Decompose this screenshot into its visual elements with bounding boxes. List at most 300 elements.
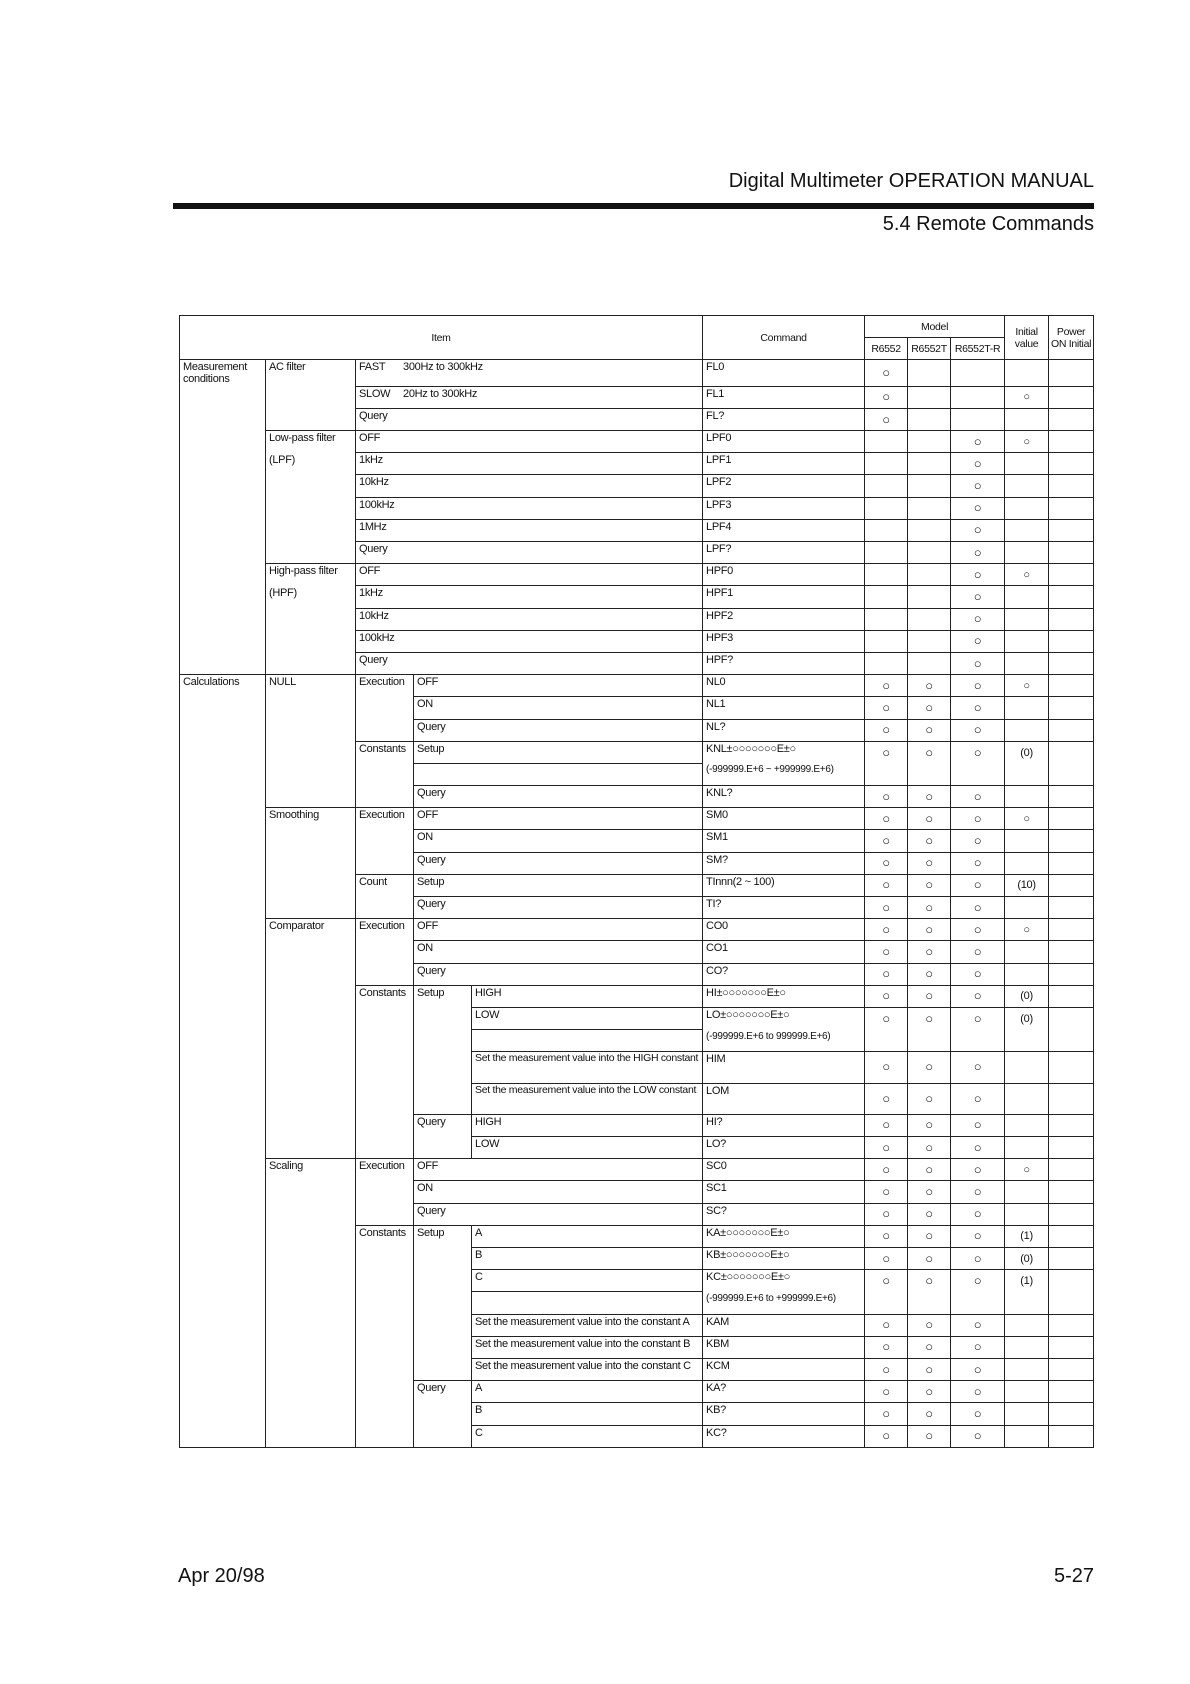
command-cell: LO? [703,1137,865,1159]
item-cell: Set the measurement value into the constant B [472,1336,703,1358]
item-cell: OFF [414,1159,703,1181]
item-cell: A [472,1225,703,1247]
model-r6552t-mark: ○ [908,697,951,719]
item-cell: OFF [356,564,703,586]
table-row [180,386,1094,408]
command-cell: HIM [703,1052,865,1083]
item-mode: SLOW [359,387,391,400]
item-cell: 10kHz [356,475,703,497]
item-cell: Setup [414,741,703,763]
initial-value-cell [1005,519,1049,541]
item-subgroup-cell [414,1030,472,1052]
model-r6552-mark: ○ [865,897,908,919]
model-r6552t-r-mark: ○ [951,1425,1005,1448]
initial-value-cell [1005,652,1049,674]
item-cell: OFF [414,808,703,830]
item-group-cell [356,697,414,719]
model-r6552t-r-mark [951,360,1005,387]
item-cell: ON [414,1181,703,1203]
power-on-initial-cell [1049,453,1094,475]
initial-value-cell [1005,1083,1049,1114]
item-cell: C [472,1270,703,1292]
item-group-cell: Execution [356,919,414,941]
model-r6552t-mark: ○ [908,941,951,963]
model-r6552t-r-mark [951,763,1005,785]
initial-value-cell [1005,763,1049,785]
model-r6552t-r-mark: ○ [951,1225,1005,1247]
subcategory-cell: Comparator [266,919,356,941]
model-r6552-mark: ○ [865,808,908,830]
item-cell: Query [414,897,703,919]
table-row [180,630,1094,652]
model-r6552-mark: ○ [865,675,908,697]
command-cell: HPF3 [703,630,865,652]
category-cell [180,1137,266,1159]
model-r6552-mark [865,475,908,497]
power-on-initial-cell [1049,786,1094,808]
table-row [180,919,1094,941]
model-r6552t-r-mark [951,1292,1005,1314]
item-group-cell: Execution [356,675,414,697]
model-r6552-mark: ○ [865,360,908,387]
model-r6552t-r-mark: ○ [951,1159,1005,1181]
power-on-initial-cell [1049,408,1094,430]
model-r6552t-mark [908,564,951,586]
table-row [180,1381,1094,1403]
item-cell: A [472,1381,703,1403]
item-group-cell [356,1114,414,1136]
command-cell: (-999999.E+6 to +999999.E+6) [703,1292,865,1314]
command-cell: CO? [703,963,865,985]
initial-value-cell: ○ [1005,1159,1049,1181]
power-on-initial-cell [1049,808,1094,830]
item-cell: ON [414,697,703,719]
command-cell: LOM [703,1083,865,1114]
model-r6552t-r-mark: ○ [951,786,1005,808]
subcategory-cell [266,1381,356,1403]
model-r6552t-r-mark: ○ [951,919,1005,941]
model-r6552t-mark: ○ [908,830,951,852]
model-r6552-mark: ○ [865,386,908,408]
table-row [180,874,1094,896]
subcategory-cell [266,386,356,408]
item-cell: 10kHz [356,608,703,630]
power-on-initial-cell [1049,1159,1094,1181]
power-on-initial-cell [1049,1030,1094,1052]
model-r6552t-mark: ○ [908,985,951,1007]
initial-value-cell: (0) [1005,1007,1049,1029]
header-model-r6552t: R6552T [908,338,951,360]
item-cell: Set the measurement value into the constant C [472,1358,703,1380]
table-row [180,542,1094,564]
item-group-cell [356,1052,414,1083]
power-on-initial-cell [1049,1425,1094,1448]
command-cell: SM0 [703,808,865,830]
power-on-initial-cell [1049,586,1094,608]
category-cell [180,1159,266,1181]
model-r6552-mark: ○ [865,941,908,963]
model-r6552-mark [865,564,908,586]
model-r6552t-mark [908,360,951,387]
command-cell: LPF? [703,542,865,564]
model-r6552t-mark: ○ [908,963,951,985]
item-group-cell [356,1381,414,1403]
table-row [180,431,1094,453]
category-cell [180,431,266,453]
command-cell: KC±○○○○○○○E±○ [703,1270,865,1292]
manual-title: Digital Multimeter OPERATION MANUAL [728,170,1094,192]
model-r6552t-mark: ○ [908,786,951,808]
item-subgroup-cell [414,1083,472,1114]
model-r6552-mark: ○ [865,1007,908,1029]
model-r6552t-mark: ○ [908,1181,951,1203]
initial-value-cell [1005,963,1049,985]
item-subgroup-cell: Setup [414,985,472,1007]
table-row [180,1007,1094,1029]
initial-value-cell [1005,360,1049,387]
command-cell: (-999999.E+6 to 999999.E+6) [703,1030,865,1052]
model-r6552t-r-mark: ○ [951,1007,1005,1029]
model-r6552-mark: ○ [865,1159,908,1181]
power-on-initial-cell [1049,963,1094,985]
power-on-initial-cell [1049,630,1094,652]
item-group-cell [356,1030,414,1052]
subcategory-cell [266,1425,356,1448]
command-cell: TI? [703,897,865,919]
table-row [180,1052,1094,1083]
initial-value-cell [1005,1052,1049,1083]
table-row [180,1181,1094,1203]
category-cell [180,897,266,919]
item-group-cell [356,1270,414,1292]
command-cell: SC? [703,1203,865,1225]
table-row [180,519,1094,541]
command-cell: HPF1 [703,586,865,608]
category-cell [180,1181,266,1203]
model-r6552t-r-mark: ○ [951,497,1005,519]
item-cell: HIGH [472,1114,703,1136]
command-cell: SM? [703,852,865,874]
initial-value-cell [1005,1403,1049,1425]
model-r6552t-r-mark: ○ [951,542,1005,564]
command-cell: CO1 [703,941,865,963]
initial-value-cell: ○ [1005,919,1049,941]
initial-value-cell: ○ [1005,564,1049,586]
subcategory-cell [266,1270,356,1292]
power-on-initial-cell [1049,519,1094,541]
subcategory-cell [266,741,356,763]
category-cell [180,1007,266,1029]
item-group-cell [356,830,414,852]
initial-value-cell [1005,408,1049,430]
power-on-initial-cell [1049,697,1094,719]
model-r6552-mark: ○ [865,1083,908,1114]
item-group-cell [356,1358,414,1380]
model-r6552t-mark [908,475,951,497]
command-cell: NL1 [703,697,865,719]
command-cell: HI? [703,1114,865,1136]
model-r6552-mark: ○ [865,1225,908,1247]
subcategory-cell [266,630,356,652]
command-cell: HI±○○○○○○○E±○ [703,985,865,1007]
command-cell: KC? [703,1425,865,1448]
item-cell [472,1292,703,1314]
command-cell: FL0 [703,360,865,387]
model-r6552t-r-mark: ○ [951,1381,1005,1403]
category-cell [180,963,266,985]
item-subgroup-cell [414,1292,472,1314]
table-row [180,1336,1094,1358]
header-command: Command [703,316,865,360]
subcategory-cell [266,1181,356,1203]
item-cell: Query [356,542,703,564]
model-r6552t-r-mark: ○ [951,719,1005,741]
category-cell [180,1248,266,1270]
model-r6552-mark [865,453,908,475]
subcategory-cell: (HPF) [266,586,356,608]
power-on-initial-cell [1049,1381,1094,1403]
command-cell: HPF0 [703,564,865,586]
item-subgroup-cell [414,1314,472,1336]
initial-value-cell [1005,453,1049,475]
subcategory-cell [266,1052,356,1083]
item-cell: OFF [356,431,703,453]
model-r6552t-r-mark: ○ [951,652,1005,674]
subcategory-cell [266,1225,356,1247]
model-r6552t-r-mark: ○ [951,897,1005,919]
item-group-cell [356,1007,414,1029]
category-cell [180,1203,266,1225]
power-on-initial-cell [1049,542,1094,564]
subcategory-cell [266,830,356,852]
command-cell: NL0 [703,675,865,697]
subcategory-cell [266,652,356,674]
item-group-cell [356,763,414,785]
initial-value-cell [1005,542,1049,564]
item-cell: 1MHz [356,519,703,541]
footer-page-number: 5-27 [1053,1565,1094,1587]
model-r6552t-mark: ○ [908,1403,951,1425]
model-r6552t-r-mark: ○ [951,1114,1005,1136]
subcategory-cell [266,1083,356,1114]
command-cell: TInnn(2 ~ 100) [703,874,865,896]
item-cell [356,386,703,408]
model-r6552-mark: ○ [865,719,908,741]
subcategory-cell [266,852,356,874]
header-item: Item [180,316,703,360]
item-subgroup-cell: Query [414,1114,472,1136]
table-row [180,1083,1094,1114]
model-r6552-mark: ○ [865,1381,908,1403]
model-r6552-mark: ○ [865,408,908,430]
initial-value-cell: ○ [1005,386,1049,408]
subcategory-cell: Low-pass filter [266,431,356,453]
model-r6552-mark: ○ [865,1358,908,1380]
item-cell: Query [414,1203,703,1225]
model-r6552-mark [865,497,908,519]
power-on-initial-cell [1049,1314,1094,1336]
model-r6552t-mark [908,431,951,453]
category-cell [180,1052,266,1083]
subcategory-cell [266,1292,356,1314]
model-r6552-mark: ○ [865,1336,908,1358]
command-cell: KB? [703,1403,865,1425]
model-r6552t-r-mark: ○ [951,630,1005,652]
item-group-cell [356,1425,414,1448]
header-model-r6552: R6552 [865,338,908,360]
model-r6552-mark: ○ [865,1248,908,1270]
initial-value-cell: ○ [1005,431,1049,453]
table-row [180,497,1094,519]
power-on-initial-cell [1049,1292,1094,1314]
model-r6552t-mark [908,408,951,430]
initial-value-cell: (1) [1005,1270,1049,1292]
model-r6552t-r-mark: ○ [951,1336,1005,1358]
category-cell [180,386,266,408]
model-r6552-mark: ○ [865,874,908,896]
model-r6552t-r-mark: ○ [951,453,1005,475]
model-r6552t-r-mark: ○ [951,608,1005,630]
item-group-cell [356,719,414,741]
item-cell: Setup [414,874,703,896]
model-r6552t-mark: ○ [908,1425,951,1448]
command-cell: LPF4 [703,519,865,541]
command-cell: HPF2 [703,608,865,630]
model-r6552-mark [865,1030,908,1052]
category-cell [180,697,266,719]
table-row [180,675,1094,697]
item-range: 300Hz to 300kHz [403,361,483,373]
model-r6552t-r-mark: ○ [951,830,1005,852]
power-on-initial-cell [1049,741,1094,763]
model-r6552t-mark: ○ [908,919,951,941]
table-row [180,408,1094,430]
subcategory-cell [266,408,356,430]
subcategory-cell: High-pass filter [266,564,356,586]
subcategory-cell: NULL [266,675,356,697]
power-on-initial-cell [1049,1336,1094,1358]
power-on-initial-cell [1049,608,1094,630]
item-cell: 1kHz [356,586,703,608]
item-group-cell: Execution [356,808,414,830]
model-r6552t-mark: ○ [908,1358,951,1380]
power-on-initial-cell [1049,852,1094,874]
category-cell [180,1403,266,1425]
command-cell: SM1 [703,830,865,852]
model-r6552t-r-mark: ○ [951,1203,1005,1225]
category-cell [180,985,266,1007]
model-r6552t-r-mark [951,1030,1005,1052]
model-r6552t-mark [908,1030,951,1052]
initial-value-cell: (0) [1005,1248,1049,1270]
subcategory-cell [266,985,356,1007]
power-on-initial-cell [1049,1270,1094,1292]
command-cell: KBM [703,1336,865,1358]
subcategory-cell [266,519,356,541]
table-row [180,586,1094,608]
remote-commands-table [179,315,1094,1448]
item-subgroup-cell [414,1052,472,1083]
model-r6552t-mark: ○ [908,1137,951,1159]
command-cell: HPF? [703,652,865,674]
subcategory-cell [266,897,356,919]
category-cell [180,497,266,519]
model-r6552t-mark: ○ [908,719,951,741]
category-cell [180,586,266,608]
command-cell: SC0 [703,1159,865,1181]
power-on-initial-cell [1049,652,1094,674]
model-r6552t-r-mark: ○ [951,564,1005,586]
power-on-initial-cell [1049,431,1094,453]
category-cell [180,741,266,763]
power-on-initial-cell [1049,564,1094,586]
model-r6552-mark: ○ [865,1270,908,1292]
category-cell [180,453,266,475]
subcategory-cell [266,497,356,519]
table-row [180,1425,1094,1448]
category-cell [180,1083,266,1114]
item-subgroup-cell [414,1403,472,1425]
initial-value-cell: (10) [1005,874,1049,896]
category-cell [180,475,266,497]
model-r6552-mark: ○ [865,741,908,763]
power-on-initial-cell [1049,497,1094,519]
command-cell: KNL? [703,786,865,808]
initial-value-cell [1005,719,1049,741]
model-r6552-mark: ○ [865,1403,908,1425]
power-on-initial-cell [1049,719,1094,741]
subcategory-cell [266,475,356,497]
model-r6552t-r-mark: ○ [951,852,1005,874]
model-r6552-mark: ○ [865,1425,908,1448]
item-cell: OFF [414,675,703,697]
initial-value-cell: (1) [1005,1225,1049,1247]
model-r6552t-r-mark: ○ [951,1052,1005,1083]
item-group-cell [356,1292,414,1314]
table-row [180,1403,1094,1425]
model-r6552-mark [865,542,908,564]
category-cell [180,763,266,785]
item-cell: OFF [414,919,703,941]
category-cell [180,519,266,541]
item-cell: B [472,1403,703,1425]
power-on-initial-cell [1049,1225,1094,1247]
command-cell: KB±○○○○○○○E±○ [703,1248,865,1270]
model-r6552t-mark: ○ [908,1159,951,1181]
model-r6552t-r-mark: ○ [951,1403,1005,1425]
model-r6552-mark: ○ [865,1314,908,1336]
item-cell [414,763,703,785]
subcategory-cell [266,608,356,630]
table-row [180,897,1094,919]
category-cell [180,408,266,430]
table-row [180,963,1094,985]
item-group-cell [356,786,414,808]
initial-value-cell [1005,1292,1049,1314]
model-r6552-mark [865,1292,908,1314]
category-cell [180,1292,266,1314]
subcategory-cell [266,1336,356,1358]
model-r6552-mark [865,519,908,541]
category-cell: Calculations [180,675,266,697]
power-on-initial-cell [1049,985,1094,1007]
power-on-initial-cell [1049,360,1094,387]
model-r6552t-mark: ○ [908,1114,951,1136]
initial-value-cell: (0) [1005,741,1049,763]
item-cell: B [472,1248,703,1270]
model-r6552t-mark: ○ [908,1203,951,1225]
model-r6552t-mark: ○ [908,1314,951,1336]
